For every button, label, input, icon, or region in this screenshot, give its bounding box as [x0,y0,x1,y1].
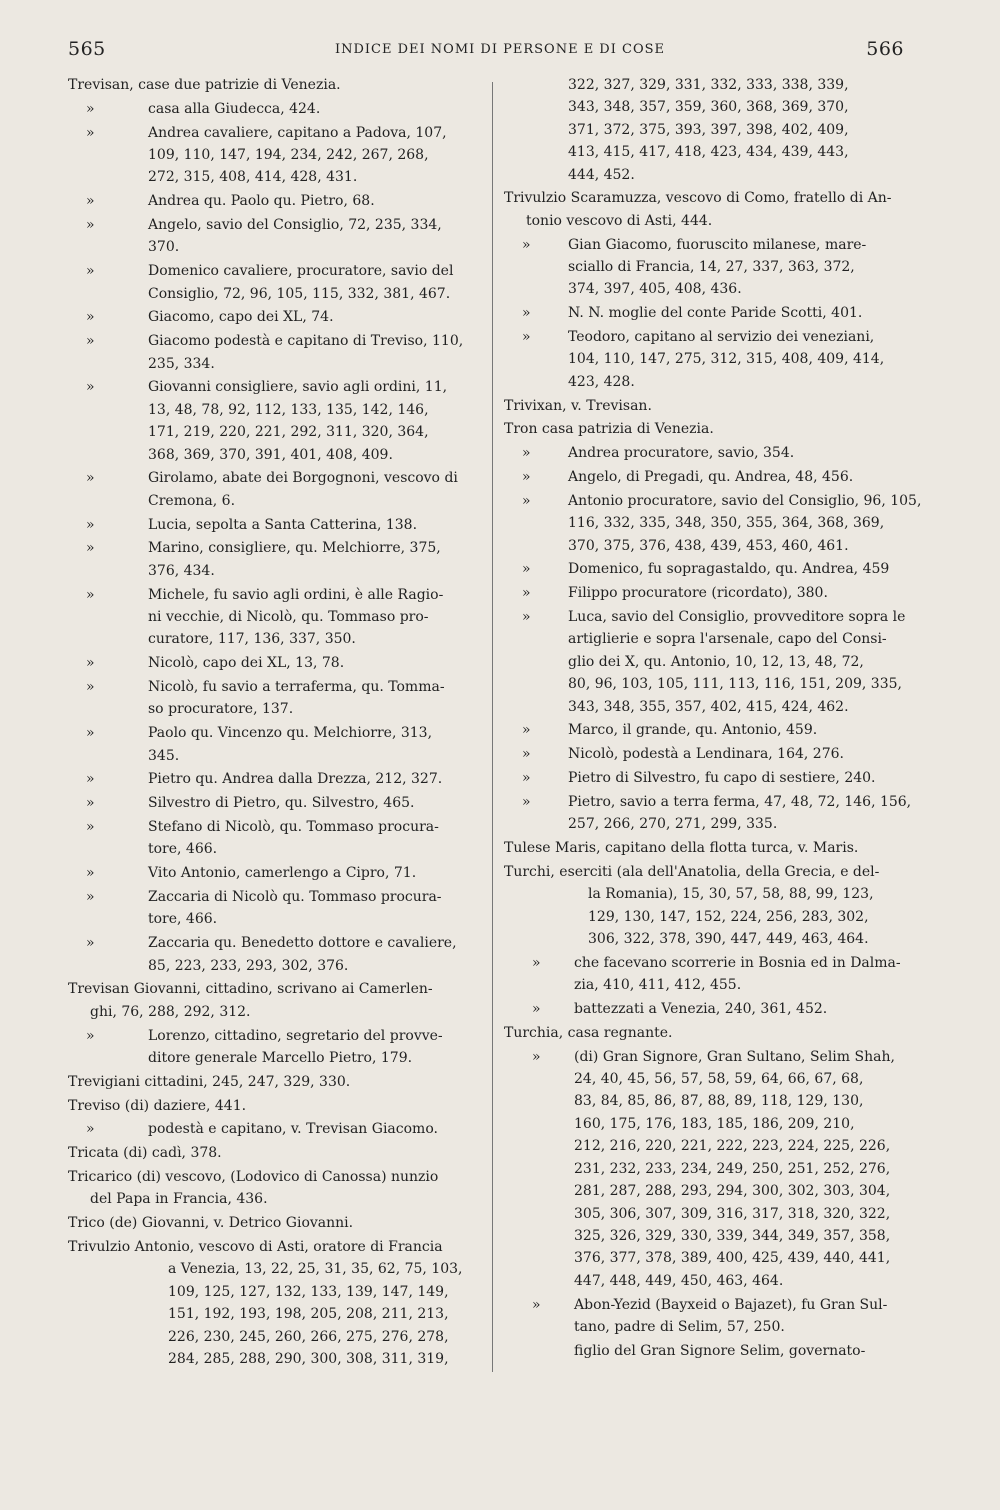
entry-line: 257, 266, 270, 271, 299, 335. [568,816,778,833]
entry-line: figlio del Gran Signore Selim, governato- [574,1342,866,1359]
entry-line: » Paolo qu. Vincenzo qu. Melchiorre, 313, [68,722,488,744]
ditto-marker: » [522,770,531,787]
entry-line: » Michele, fu savio agli ordini, è alle Ragio- [68,584,488,606]
index-entry [68,584,488,651]
index-entry [68,190,488,212]
ditto-marker: » [86,1027,95,1044]
index-entry [504,466,908,488]
entry-line: Trevigiani cittadini, 245, 247, 329, 330. [68,1073,351,1090]
entry-line: 413, 415, 417, 418, 423, 434, 439, 443, [568,144,849,161]
column-divider [492,82,493,1372]
entry-line: 322, 327, 329, 331, 332, 333, 338, 339, [568,77,849,93]
entry-line: 160, 175, 176, 183, 185, 186, 209, 210, [574,1115,855,1132]
ditto-marker: » [522,469,531,486]
ditto-marker: » [86,819,95,836]
ditto-marker: » [86,379,95,396]
index-entry [504,1046,908,1292]
page-header [0,38,1000,68]
entry-line: a Venezia, 13, 22, 25, 31, 35, 62, 75, 103, [168,1261,463,1278]
entry-line: 104, 110, 147, 275, 312, 315, 408, 409, 414, [568,351,885,368]
ditto-marker: » [86,516,95,533]
index-entry [68,260,488,305]
ditto-marker: » [86,655,95,672]
entry-line: » Andrea cavaliere, capitano a Padova, 107, [68,122,488,144]
entry-line: 109, 125, 127, 132, 133, 139, 147, 149, [168,1283,449,1300]
ditto-marker: » [86,470,95,487]
index-entry [68,1095,488,1117]
entry-line: Tricarico (di) vescovo, (Lodovico di Canossa) nunzio [68,1169,439,1186]
entry-line: zia, 410, 411, 412, 455. [574,977,742,994]
entry-line: 116, 332, 335, 348, 350, 355, 364, 368, 369, [568,515,885,532]
entry-line: del Papa in Francia, 436. [90,1191,268,1208]
entry-line: » Girolamo, abate dei Borgognoni, vescovo di [68,467,488,489]
entry-line: » (di) Gran Signore, Gran Sultano, Selim Shah, [504,1046,908,1068]
index-entry [504,302,908,324]
entry-line: Trivulzio Scaramuzza, vescovo di Como, fratello di An- [504,190,892,207]
entry-line: Trevisan Giovanni, cittadino, scrivano ai Camerlen- [68,981,433,998]
index-entry [504,418,908,440]
entry-line: Tulese Maris, capitano della flotta turca, v. Maris. [504,840,859,857]
index-entry [504,442,908,464]
page-number-right: 566 [866,38,904,60]
entry-line: » Angelo, di Pregadi, qu. Andrea, 48, 456. [504,466,908,488]
entry-line: » Filippo procuratore (ricordato), 380. [504,582,908,604]
ditto-marker: » [86,309,95,326]
ditto-marker: » [522,561,531,578]
entry-line: tano, padre di Selim, 57, 250. [574,1318,785,1335]
index-entry [68,1071,488,1093]
entry-line: » casa alla Giudecca, 424. [68,98,488,120]
index-entry [68,376,488,466]
entry-line: 284, 285, 288, 290, 300, 308, 311, 319, [168,1351,449,1368]
index-entry [68,467,488,512]
ditto-marker: » [522,585,531,602]
ditto-marker: » [86,540,95,557]
entry-line: 370. [148,239,180,256]
entry-line: Turchi, eserciti (ala dell'Anatolia, della Grecia, e del- [504,863,880,880]
index-entry [68,932,488,977]
ditto-marker: » [86,679,95,696]
index-entry [504,1022,908,1044]
entry-line: 423, 428. [568,373,635,390]
entry-line: » Antonio procuratore, savio del Consiglio, 96, 105, [504,490,908,512]
entry-line: so procuratore, 137. [148,701,294,718]
entry-line: 272, 315, 408, 414, 428, 431. [148,169,358,186]
running-title: INDICE DEI NOMI DI PERSONE E DI COSE [334,42,666,57]
ditto-marker: » [522,305,531,322]
entry-line: 371, 372, 375, 393, 397, 398, 402, 409, [568,121,849,138]
ditto-marker: » [86,193,95,210]
ditto-marker: » [86,333,95,350]
index-entry [68,1236,488,1370]
entry-line: ni vecchie, di Nicolò, qu. Tommaso pro- [148,609,429,626]
entry-line: » Pietro qu. Andrea dalla Drezza, 212, 327. [68,768,488,790]
index-entry [504,187,908,232]
entry-line: 345. [148,747,180,764]
entry-line: glio dei X, qu. Antonio, 10, 12, 13, 48, 72, [568,653,864,670]
entry-line: 171, 219, 220, 221, 292, 311, 320, 364, [148,424,429,441]
ditto-marker: » [532,954,541,971]
ditto-marker: » [86,795,95,812]
entry-line: » battezzati a Venezia, 240, 361, 452. [504,998,908,1020]
entry-line: » Marco, il grande, qu. Antonio, 459. [504,719,908,741]
entry-line: » Gian Giacomo, fuoruscito milanese, mare- [504,234,908,256]
ditto-marker: » [522,236,531,253]
page-number-left: 565 [68,38,106,60]
entry-line: 444, 452. [568,166,635,183]
entry-line: » Lucia, sepolta a Santa Catterina, 138. [68,514,488,536]
index-entry [68,886,488,931]
entry-line: 368, 369, 370, 391, 401, 408, 409. [148,446,393,463]
index-entry [68,978,488,1023]
index-entry [68,514,488,536]
entry-line: 325, 326, 329, 330, 339, 344, 349, 357, 358, [574,1227,891,1244]
index-entry [68,1118,488,1140]
index-entry [504,719,908,741]
right-column [504,74,922,1364]
ditto-marker: » [532,1048,541,1065]
entry-line: » Abon-Yezid (Bayxeid o Bajazet), fu Gran Sul- [504,1294,908,1316]
index-entry [68,330,488,375]
index-entry [504,952,908,997]
index-entry [68,98,488,120]
ditto-marker: » [522,793,531,810]
entry-line: 447, 448, 449, 450, 463, 464. [574,1272,784,1289]
ditto-marker: » [522,445,531,462]
entry-line: Tron casa patrizia di Venezia. [504,421,714,438]
entry-line: » Domenico, fu sopragastaldo, qu. Andrea, 459 [504,558,908,580]
entry-line: 374, 397, 405, 408, 436. [568,281,742,298]
entry-line: 231, 232, 233, 234, 249, 250, 251, 252, 276, [574,1160,891,1177]
index-entry [68,652,488,674]
entry-line: » Andrea qu. Paolo qu. Pietro, 68. [68,190,488,212]
entry-line: 306, 322, 378, 390, 447, 449, 463, 464. [588,931,869,948]
entry-line: » che facevano scorrerie in Bosnia ed in Dalma- [504,952,908,974]
index-entry [68,862,488,884]
entry-line: 83, 84, 85, 86, 87, 88, 89, 118, 129, 130, [574,1093,864,1110]
entry-line: » Pietro, savio a terra ferma, 47, 48, 72, 146, 156, [504,791,908,813]
entry-line: Tricata (di) cadì, 378. [68,1145,222,1162]
entry-line: 281, 287, 288, 293, 294, 300, 302, 303, 304, [574,1183,891,1200]
index-entry [68,1212,488,1234]
entry-line: » Silvestro di Pietro, qu. Silvestro, 465. [68,792,488,814]
entry-line: » Giacomo podestà e capitano di Treviso, 110, [68,330,488,352]
entry-line: » Nicolò, fu savio a terraferma, qu. Tomma- [68,676,488,698]
ditto-marker: » [86,217,95,233]
entry-line: » Teodoro, capitano al servizio dei veneziani, [504,326,908,348]
entry-line: » podestà e capitano, v. Trevisan Giacomo. [68,1118,488,1140]
index-entry [504,606,908,718]
index-entry [68,1166,488,1211]
entry-line: 226, 230, 245, 260, 266, 275, 276, 278, [168,1328,449,1345]
entry-line: » Nicolò, capo dei XL, 13, 78. [68,652,488,674]
entry-line: » Luca, savio del Consiglio, provveditore sopra le [504,606,908,628]
entry-line: 376, 434. [148,562,215,579]
index-entry [68,1142,488,1164]
ditto-marker: » [86,263,95,280]
entry-line: Treviso (di) daziere, 441. [68,1097,247,1114]
left-column [68,74,488,1372]
entry-line: » Giacomo, capo dei XL, 74. [68,306,488,328]
entry-line: 235, 334. [148,355,215,372]
index-entry [504,490,922,557]
entry-line: » Lorenzo, cittadino, segretario del provve- [68,1025,488,1047]
entry-line: » Zaccaria di Nicolò qu. Tommaso procura- [68,886,488,908]
index-entry [68,816,488,861]
index-entry [68,792,488,814]
entry-line: Trevisan, case due patrizie di Venezia. [68,77,341,93]
entry-line: Consiglio, 72, 96, 105, 115, 332, 381, 467. [148,285,451,302]
index-entry [68,537,488,582]
ditto-marker: » [86,124,95,141]
entry-line: artiglierie e sopra l'arsenale, capo del Consi- [568,631,887,648]
index-entry [68,722,488,767]
ditto-marker: » [532,1296,541,1313]
ditto-marker: » [86,935,95,952]
entry-line: » Marino, consigliere, qu. Melchiorre, 375, [68,537,488,559]
ditto-marker: » [86,889,95,906]
ditto-marker: » [86,771,95,788]
ditto-marker: » [86,865,95,882]
index-entry [504,234,908,301]
index-entry [504,582,908,604]
entry-line: » Zaccaria qu. Benedetto dottore e cavaliere, [68,932,488,954]
entry-line: » Nicolò, podestà a Lendinara, 164, 276. [504,743,908,765]
index-entry [68,768,488,790]
index-entry [504,767,908,789]
entry-line: » Andrea procuratore, savio, 354. [504,442,908,464]
index-entry [504,743,908,765]
entry-line: 80, 96, 103, 105, 111, 113, 116, 151, 209, 335, [568,676,902,693]
entry-line: 13, 48, 78, 92, 112, 133, 135, 142, 146, [148,401,429,418]
entry-line: » N. N. moglie del conte Paride Scotti, 401. [504,302,908,324]
index-entry [504,1340,908,1362]
entry-line: » Vito Antonio, camerlengo a Cipro, 71. [68,862,488,884]
entry-line: 212, 216, 220, 221, 222, 223, 224, 225, 226, [574,1138,891,1155]
index-entry [504,837,908,859]
index-entry [68,1025,488,1070]
index-entry [68,214,488,259]
entry-line: » Pietro di Silvestro, fu capo di sestiere, 240. [504,767,908,789]
index-entry [504,395,908,417]
entry-line: 343, 348, 357, 359, 360, 368, 369, 370, [568,99,849,116]
ditto-marker: » [522,722,531,739]
entry-line: » Stefano di Nicolò, qu. Tommaso procura- [68,816,488,838]
ditto-marker: » [522,492,531,509]
entry-line: tore, 466. [148,841,218,858]
entry-line: Cremona, 6. [148,492,236,509]
entry-line: 129, 130, 147, 152, 224, 256, 283, 302, [588,908,869,925]
entry-line: 151, 192, 193, 198, 205, 208, 211, 213, [168,1306,449,1323]
ditto-marker: » [532,1001,541,1018]
ditto-marker: » [86,586,95,603]
index-entry [504,326,908,393]
ditto-marker: » [86,725,95,742]
index-entry [504,558,908,580]
entry-line: Turchia, casa regnante. [504,1024,673,1041]
entry-line: curatore, 117, 136, 337, 350. [148,631,356,648]
entry-line: 85, 223, 233, 293, 302, 376. [148,957,349,974]
entry-line: 109, 110, 147, 194, 234, 242, 267, 268, [148,147,429,163]
index-entry [504,74,908,186]
ditto-marker: » [522,609,531,626]
entry-line: » Giovanni consigliere, savio agli ordini, 11, [68,376,488,398]
ditto-marker: » [86,1121,95,1138]
entry-line: Trico (de) Giovanni, v. Detrico Giovanni. [68,1215,354,1232]
entry-line: » Angelo, savio del Consiglio, 72, 235, 334, [68,214,488,236]
index-entry [504,998,908,1020]
entry-line: tore, 466. [148,911,218,928]
entry-line: 305, 306, 307, 309, 316, 317, 318, 320, 322, [574,1205,891,1222]
index-entry [504,791,912,836]
index-entry [504,1294,908,1339]
entry-line: ditore generale Marcello Pietro, 179. [148,1050,413,1067]
entry-line: ghi, 76, 288, 292, 312. [90,1003,251,1020]
index-entry [68,306,488,328]
entry-line: 370, 375, 376, 438, 439, 453, 460, 461. [568,537,849,554]
entry-line: Trivulzio Antonio, vescovo di Asti, oratore di Francia [68,1239,443,1256]
entry-line: tonio vescovo di Asti, 444. [526,212,713,229]
entry-line: Trivixan, v. Trevisan. [504,397,652,414]
entry-line: 343, 348, 355, 357, 402, 415, 424, 462. [568,698,849,715]
entry-line: sciallo di Francia, 14, 27, 337, 363, 372, [568,259,855,276]
index-entry [68,74,488,96]
ditto-marker: » [522,329,531,346]
index-entry [68,676,488,721]
index-entry [504,861,908,951]
entry-line: 376, 377, 378, 389, 400, 425, 439, 440, 441, [574,1250,891,1267]
ditto-marker: » [522,746,531,763]
entry-line: » Domenico cavaliere, procuratore, savio del [68,260,488,282]
entry-line: la Romania), 15, 30, 57, 58, 88, 99, 123, [588,886,874,903]
entry-line: 24, 40, 45, 56, 57, 58, 59, 64, 66, 67, 68, [574,1071,864,1088]
index-entry [68,122,488,189]
ditto-marker: » [86,100,95,117]
